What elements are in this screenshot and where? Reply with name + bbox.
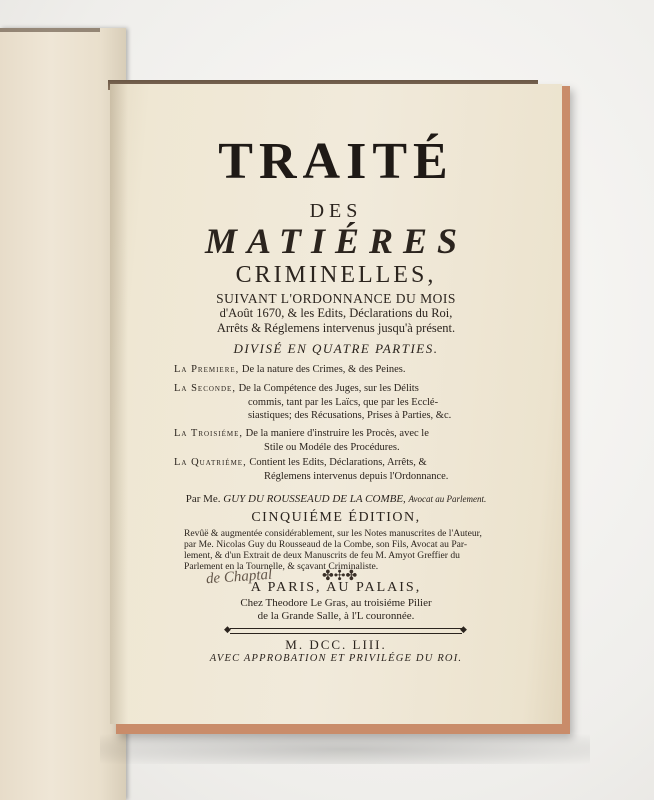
part-text: Réglemens intervenus depuis l'Ordonnance.	[264, 470, 449, 482]
part-seconde	[174, 382, 534, 423]
subtitle-arrets: Arrêts & Réglemens intervenus jusqu'à présent.	[216, 321, 456, 335]
title-des: DES	[309, 200, 363, 222]
title-matieres: MATIÉRES	[204, 221, 468, 261]
author-name: GUY DU ROUSSEAUD DE LA COMBE,	[223, 493, 406, 505]
imprint-address: de la Grande Salle, à l'L couronnée.	[257, 610, 415, 622]
part-text: De la nature des Crimes, & des Peines.	[241, 364, 406, 375]
edition-heading: CINQUIÉME ÉDITION,	[251, 510, 421, 525]
part-lead: La Quatriéme,	[174, 457, 247, 468]
part-lead: La Troisiéme,	[174, 428, 243, 439]
part-text: Contient les Edits, Déclarations, Arrêts, &	[249, 457, 427, 468]
decorative-rule	[230, 628, 462, 634]
revision-line: Parlement en la Tournelle, & sçavant Criminaliste.	[184, 561, 379, 572]
book-front-cover	[0, 28, 126, 800]
part-text: De la Compétence des Juges, sur les Délits	[238, 383, 419, 394]
printer-ornament-icon: ✤✣✤	[322, 569, 358, 584]
part-text: siastiques; des Récusations, Prises à Parties, &c.	[248, 410, 452, 421]
part-quatrieme	[174, 456, 534, 483]
rule-end-right-icon: ◆	[460, 624, 467, 634]
revision-line: lement, & d'un Extrait de deux Manuscrits de feu M. Amyot Greffier du	[184, 550, 460, 561]
rule-end-left-icon: ◆	[224, 624, 231, 634]
imprint-printer: Chez Theodore Le Gras, au troisiéme Pilier	[240, 597, 432, 609]
revision-line: Revûë & augmentée considérablement, sur les Notes manuscrites de l'Auteur,	[184, 528, 482, 539]
subtitle-daout: d'Août 1670, & les Edits, Déclarations du Roi,	[219, 306, 453, 320]
handwritten-signature: de Chaptal	[205, 566, 273, 588]
title-criminelles: CRIMINELLES,	[235, 262, 437, 288]
part-text: De la maniere d'instruire les Procès, avec le	[245, 428, 429, 439]
divise-heading: DIVISÉ EN QUATRE PARTIES.	[233, 341, 439, 356]
part-lead: La Seconde,	[174, 383, 236, 394]
cover-edge	[0, 28, 100, 32]
subtitle-suivant: SUIVANT L'ORDONNANCE DU MOIS	[216, 291, 456, 306]
part-lead: La Premiere,	[174, 364, 240, 375]
book-shadow	[100, 734, 590, 764]
author-suffix: Avocat au Parlement.	[408, 494, 487, 504]
author-prefix: Par Me.	[185, 493, 221, 505]
part-premiere	[174, 363, 534, 377]
imprint-place: A PARIS, AU PALAIS,	[250, 580, 422, 595]
title-traite: TRAITÉ	[218, 133, 454, 190]
author-line	[110, 493, 562, 505]
imprint-year: M. DCC. LIII.	[285, 637, 387, 652]
part-text: commis, tant par les Laïcs, que par les Ecclé-	[248, 396, 439, 408]
part-troisieme	[174, 427, 534, 454]
part-text: Stile ou Modéle des Procédures.	[264, 441, 400, 453]
privilege-line: AVEC APPROBATION ET PRIVILÉGE DU ROI.	[209, 653, 463, 664]
revision-line: par Me. Nicolas Guy du Rousseaud de la Combe, son Fils, Avocat au Par-	[184, 539, 468, 550]
title-page	[110, 84, 562, 724]
